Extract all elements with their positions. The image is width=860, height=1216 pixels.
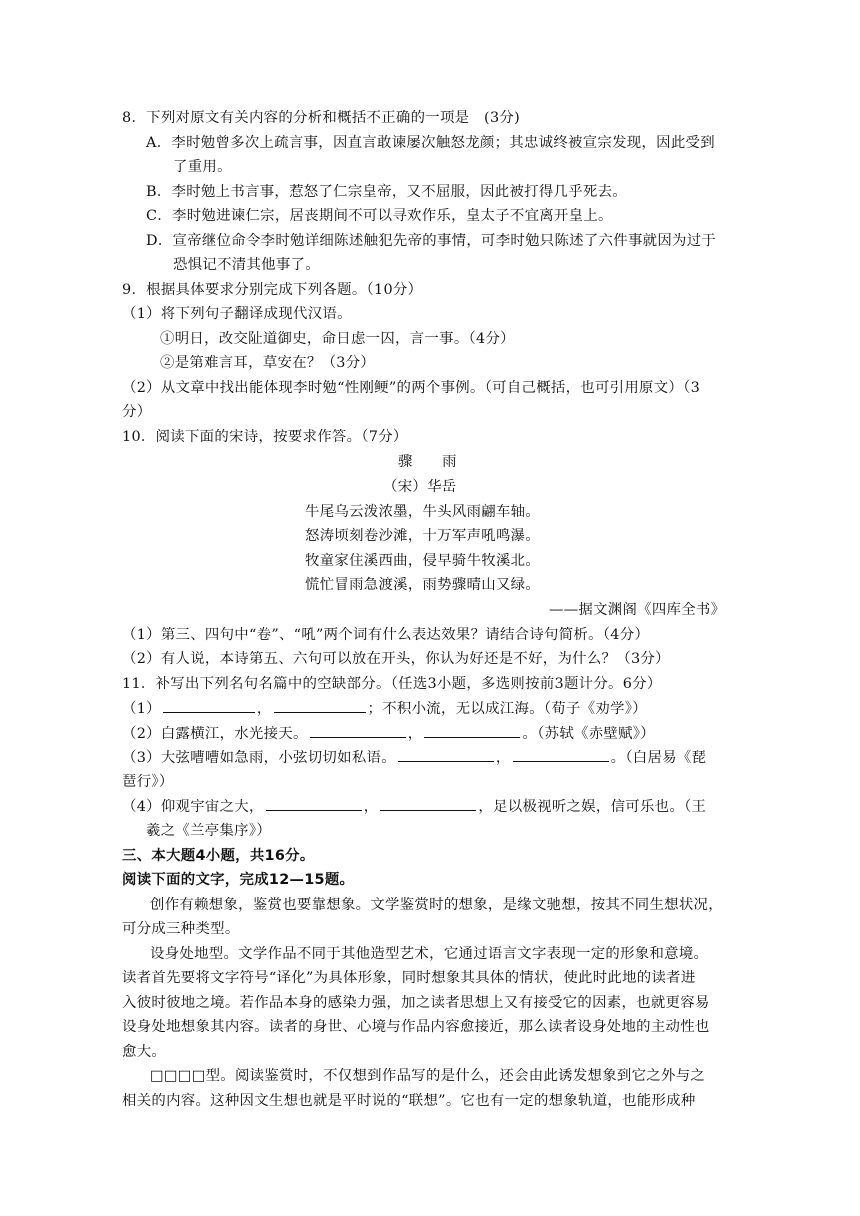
fill-blank[interactable] [513, 747, 609, 762]
passage-line: 入彼时彼地之境。若作品本身的感染力强，加之读者思想上又有接受它的因素，也就更容易 [122, 995, 710, 1011]
q10-part1: （1）第三、四句中“卷”、“吼”两个词有什么表达效果？请结合诗句简析。（4分） [122, 627, 650, 643]
q8-option-b: B．李时勉上书言事，惹怒了仁宗皇帝，又不屈服，因此被打得几乎死去。 [146, 184, 627, 200]
passage-line: 设身处地想象其内容。读者的身世、心境与作品内容愈接近，那么读者设身处地的主动性也 [122, 1019, 710, 1035]
passage-line: 相关的内容。这种因文生想也就是平时说的“联想”。它也有一定的想象轨道，也能形成种 [122, 1093, 696, 1109]
fill-blank[interactable] [380, 796, 476, 811]
passage-line: 愈大。 [122, 1044, 167, 1060]
fill-blank[interactable] [424, 723, 520, 738]
passage-line: 设身处地型。文学作品不同于其他造型艺术，它通过语言文字表现一定的形象和意境。 [150, 946, 709, 962]
q9-part2: （2）从文章中找出能体现李时勉“性刚鲠”的两个事例。（可自己概括，也可引用原文）（3 [122, 380, 701, 396]
passage-line: 可分成三种类型。 [122, 921, 240, 937]
q9-sentence2: ②是第难言耳，草安在？（3分） [160, 355, 376, 371]
q11-item4-rest: ，足以极视听之娱，信可乐也。（王 [478, 799, 707, 815]
q8-option-d: D．宣帝继位命令李时勉详细陈述触犯先帝的事情，可李时勉只陈述了六件事就因为过于 [146, 233, 717, 249]
fill-blank[interactable] [398, 747, 494, 762]
q8-stem: 8．下列对原文有关内容的分析和概括不正确的一项是 (3分) [122, 110, 521, 126]
q10-part2: （2）有人说，本诗第五、六句可以放在开头，你认为好还是不好，为什么？（3分） [122, 651, 670, 667]
q11-item2-comma: ， [407, 726, 423, 742]
q11-item4 [122, 796, 706, 817]
q9-sentence1: ①明日，改交阯道御史，命日虑一囚，言一事。（4分） [160, 331, 515, 347]
fill-blank[interactable] [266, 796, 362, 811]
q11-item3-cont: 琶行》） [122, 774, 174, 790]
poem-title: 骤 雨 [398, 454, 457, 470]
q8-option-a-cont: 了重用。 [173, 159, 232, 175]
q9-stem: 9．根据具体要求分别完成下列各题。（10分） [122, 282, 423, 298]
poem-line: 慌忙冒雨急渡溪，雨势骤晴山又绿。 [305, 577, 541, 593]
q11-item2-label: （2）白露横江，水光接天。 [122, 726, 308, 742]
q11-item4-cont: 羲之《兰亭集序》） [146, 823, 272, 839]
reading-instruction: 阅读下面的文字，完成12—15题。 [122, 872, 355, 888]
poem-line: 牛尾乌云泼浓墨，牛头风雨翩车轴。 [305, 504, 541, 520]
fill-blank[interactable] [163, 698, 255, 713]
q9-part1: （1）将下列句子翻译成现代汉语。 [122, 306, 352, 322]
passage-line: 创作有赖想象，鉴赏也要靠想象。文学鉴赏时的想象，是缘文驰想，按其不同生想状况， [150, 897, 723, 913]
q11-stem: 11．补写出下列名句名篇中的空缺部分。（任选3小题，多选则按前3题计分。6分） [122, 676, 662, 692]
q8-option-a: A．李时勉曾多次上疏言事，因直言敢谏屡次触怒龙颜；其忠诚终被宣宗发现，因此受到 [146, 135, 715, 151]
q11-item3-rest: 。（白居易《琵 [610, 750, 707, 766]
poem-author: （宋）华岳 [383, 479, 457, 495]
fill-blank[interactable] [274, 698, 366, 713]
passage-line: 读者首先要将文字符号“译化”为具体形象，同时想象其具体的情状，使此时此地的读者进 [122, 970, 696, 986]
q11-item3 [122, 747, 706, 768]
q11-item2 [122, 723, 655, 744]
q11-item1-rest: ；不积小流，无以成江海。（荀子《劝学》） [367, 701, 647, 717]
q11-item3-comma: ， [495, 750, 511, 766]
q8-option-c: C．李时勉进谏仁宗，居丧期间不可以寻欢作乐，皇太子不宜离开皇上。 [146, 208, 613, 224]
poem-line: 牧童家住溪西曲，侵早骑牛牧溪北。 [305, 553, 541, 569]
q11-item2-rest: 。（苏轼《赤壁赋》） [522, 726, 655, 742]
poem-line: 怒涛顷刻卷沙滩，十万军声吼鸣瀑。 [305, 528, 541, 544]
q11-item3-label: （3）大弦嘈嘈如急雨，小弦切切如私语。 [122, 750, 396, 766]
q9-part2-cont: 分） [122, 404, 152, 420]
q11-item4-label: （4）仰观宇宙之大， [122, 799, 264, 815]
q11-item4-comma: ， [363, 799, 379, 815]
fill-blank[interactable] [310, 723, 406, 738]
q11-item1-label: （1） [122, 701, 161, 717]
q10-stem: 10．阅读下面的宋诗，按要求作答。（7分） [122, 429, 408, 445]
q11-item1 [122, 698, 647, 719]
section-heading: 三、本大题4小题，共16分。 [122, 848, 315, 864]
poem-source: ——据文渊阁《四库全书》 [549, 602, 726, 618]
passage-line: □□□□型。阅读鉴赏时，不仅想到作品写的是什么，还会由此诱发想象到它之外与之 [150, 1068, 706, 1084]
q11-item1-comma: ， [256, 701, 272, 717]
q8-option-d-cont: 恐惧记不清其他事了。 [173, 257, 320, 273]
